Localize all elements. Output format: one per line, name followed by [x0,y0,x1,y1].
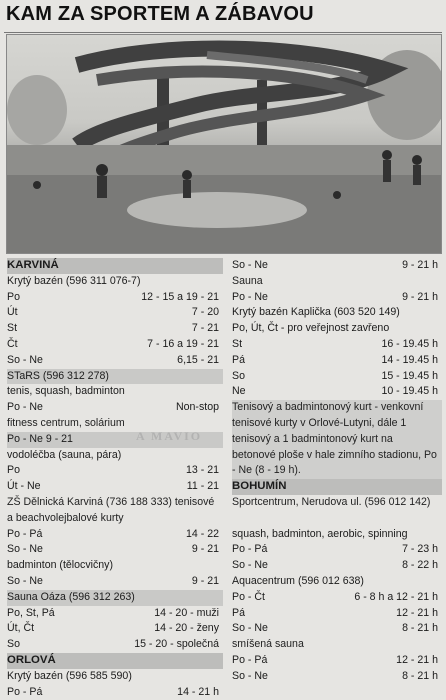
schedule-label: squash, badminton, aerobic, spinning [232,527,408,540]
schedule-label: Út [7,306,18,319]
schedule-hours: 9 - 21 h [402,259,438,271]
schedule-hours: 15 - 19.45 h [381,369,438,382]
schedule-hours: 12 - 21 h [396,653,438,666]
schedule-row [232,305,442,321]
schedule-note: Tenisový a badmintonový kurt - venkovní tenisové kurty v Orlové-Lutyni, dále 1 tenisový a 1 badmintonový kurt na betonové ploše v hale zimního stadionu, Po - Ne (8 - 19 h). [232,400,442,479]
schedule-row [7,448,223,464]
schedule-label: STaRS (596 312 278) [7,369,109,382]
city-name: BOHUMÍN [232,480,287,493]
schedule-note: ZŠ Dělnická Karviná (736 188 333) tenisové a beachvolejbalové kurty [7,495,215,524]
schedule-row [7,574,223,590]
schedule-row [232,274,442,290]
schedule-label: Po - Pá [7,527,43,540]
schedule-hours: 16 - 19.45 h [381,337,438,350]
schedule-row [232,337,442,353]
schedule-row [7,637,223,653]
schedule-label: So - Ne [232,259,268,271]
schedule-label: Pá [232,353,245,366]
faint-stamp-text: A MAVIO [136,429,203,443]
schedule-row [232,353,442,369]
schedule-label: St [232,337,243,350]
schedule-label: fitness centrum, solárium [7,416,125,429]
schedule-row [7,685,223,700]
schedule-row [232,527,442,543]
schedule-hours: 8 - 22 h [402,559,438,572]
schedule-hours: 7 - 21 [191,322,219,335]
schedule-label: So [7,638,20,651]
schedule-row [7,353,223,369]
schedule-hours: 10 - 19.45 h [381,385,438,398]
schedule-row [7,305,223,321]
schedule-row [232,558,442,574]
schedule-row [7,463,223,479]
schedule-row [232,290,442,306]
schedule-hours: 11 - 21 [186,480,219,493]
page-header [4,0,442,33]
schedule-label: Po - Pá [232,543,268,556]
schedule-label: So [232,369,245,382]
schedule-label: Po - Pá [7,685,43,698]
schedule-hours: Non-stop [176,401,219,414]
schedule-row [7,479,223,495]
city-heading [7,258,223,274]
schedule-row [7,337,223,353]
schedule-label: Krytý bazén (596 311 076-7) [7,274,141,287]
city-heading [7,653,223,669]
schedule-row [7,669,223,685]
schedule-row [232,258,442,274]
schedule-label: Čt [7,337,18,350]
schedule-hours: 6,15 - 21 [177,353,219,366]
schedule-column-right [232,258,442,685]
schedule-hours: 7 - 23 h [402,543,438,556]
schedule-row [232,653,442,669]
schedule-hours: 9 - 21 [191,574,219,587]
schedule-hours: 8 - 21 h [402,622,438,635]
schedule-row [232,321,442,337]
schedule-label: So - Ne [7,353,43,366]
city-heading [232,479,442,495]
schedule-hours: 13 - 21 [186,464,219,477]
schedule-label: Po - Ne [7,401,43,414]
page-title: KAM ZA SPORTEM A ZÁBAVOU [6,3,314,25]
schedule-hours: 14 - 21 h [177,685,219,698]
schedule-hours: 6 - 8 h a 12 - 21 h [354,590,438,603]
schedule-row [7,274,223,290]
schedule-label: Út, Čt [7,622,35,635]
schedule-column-left [7,258,223,700]
schedule-hours: 12 - 15 a 19 - 21 [141,290,219,303]
schedule-label: Po - Pá [232,653,268,666]
schedule-hours: 14 - 20 - ženy [154,622,219,635]
schedule-label: Po [7,290,20,303]
schedule-label: Krytý bazén (596 585 590) [7,669,132,682]
schedule-label: smíšená sauna [232,638,304,651]
schedule-row [7,606,223,622]
photo-illustration [7,35,441,253]
schedule-hours: 14 - 19.45 h [381,353,438,366]
schedule-label: Krytý bazén Kaplička (603 520 149) [232,306,400,319]
schedule-note: Sportcentrum, Nerudova ul. (596 012 142) [232,495,431,508]
photo-aquapark-slides [6,34,442,254]
schedule-row [7,527,223,543]
schedule-label: So - Ne [232,622,268,635]
schedule-label: badminton (tělocvičny) [7,559,113,572]
schedule-row [232,369,442,385]
schedule-row [7,290,223,306]
schedule-label: St [7,322,18,335]
schedule-label: Sauna Oáza (596 312 263) [7,590,135,603]
schedule-label: Po - Ne 9 - 21 [7,432,73,445]
schedule-hours: 12 - 21 h [396,606,438,619]
schedule-row [232,621,442,637]
schedule-row [232,511,442,527]
schedule-label: Ne [232,385,246,398]
schedule-hours: 8 - 21 h [402,669,438,682]
schedule-label: Po, Út, Čt - pro veřejnost zavřeno [232,322,390,335]
schedule-row [232,590,442,606]
schedule-row [7,400,223,416]
schedule-label: So - Ne [7,543,43,556]
schedule-label: Sauna [232,274,263,287]
city-name: KARVINÁ [7,259,59,271]
schedule-row [232,542,442,558]
schedule-label: Aquacentrum (596 012 638) [232,574,364,587]
schedule-label: Po, St, Pá [7,606,55,619]
schedule-label: Po - Čt [232,590,265,603]
schedule-label: vodoléčba (sauna, pára) [7,448,122,461]
schedule-row [232,384,442,400]
schedule-hours: 9 - 21 h [402,290,438,303]
schedule-row [7,542,223,558]
schedule-row [232,669,442,685]
schedule-row [7,321,223,337]
schedule-hours: 9 - 21 [191,543,219,556]
schedule-row [7,384,223,400]
schedule-label: Pá [232,606,245,619]
schedule-row [7,369,223,385]
schedule-row [232,574,442,590]
schedule-row [7,558,223,574]
schedule-row [7,590,223,606]
schedule-label: Po - Ne [232,290,268,303]
schedule-row [7,621,223,637]
schedule-hours: 7 - 16 a 19 - 21 [147,337,219,350]
schedule-label: Út - Ne [7,480,41,493]
schedule-row [232,637,442,653]
schedule-label: tenis, squash, badminton [7,385,125,398]
schedule-label: So - Ne [232,559,268,572]
schedule-label: So - Ne [7,574,43,587]
schedule-hours: 14 - 22 [186,527,219,540]
schedule-hours: 15 - 20 - společná [134,638,219,651]
schedule-label: So - Ne [232,669,268,682]
city-name: ORLOVÁ [7,653,56,666]
schedule-row [232,606,442,622]
schedule-hours: 14 - 20 - muži [154,606,219,619]
schedule-hours: 7 - 20 [191,306,219,319]
schedule-label: Po [7,464,20,477]
